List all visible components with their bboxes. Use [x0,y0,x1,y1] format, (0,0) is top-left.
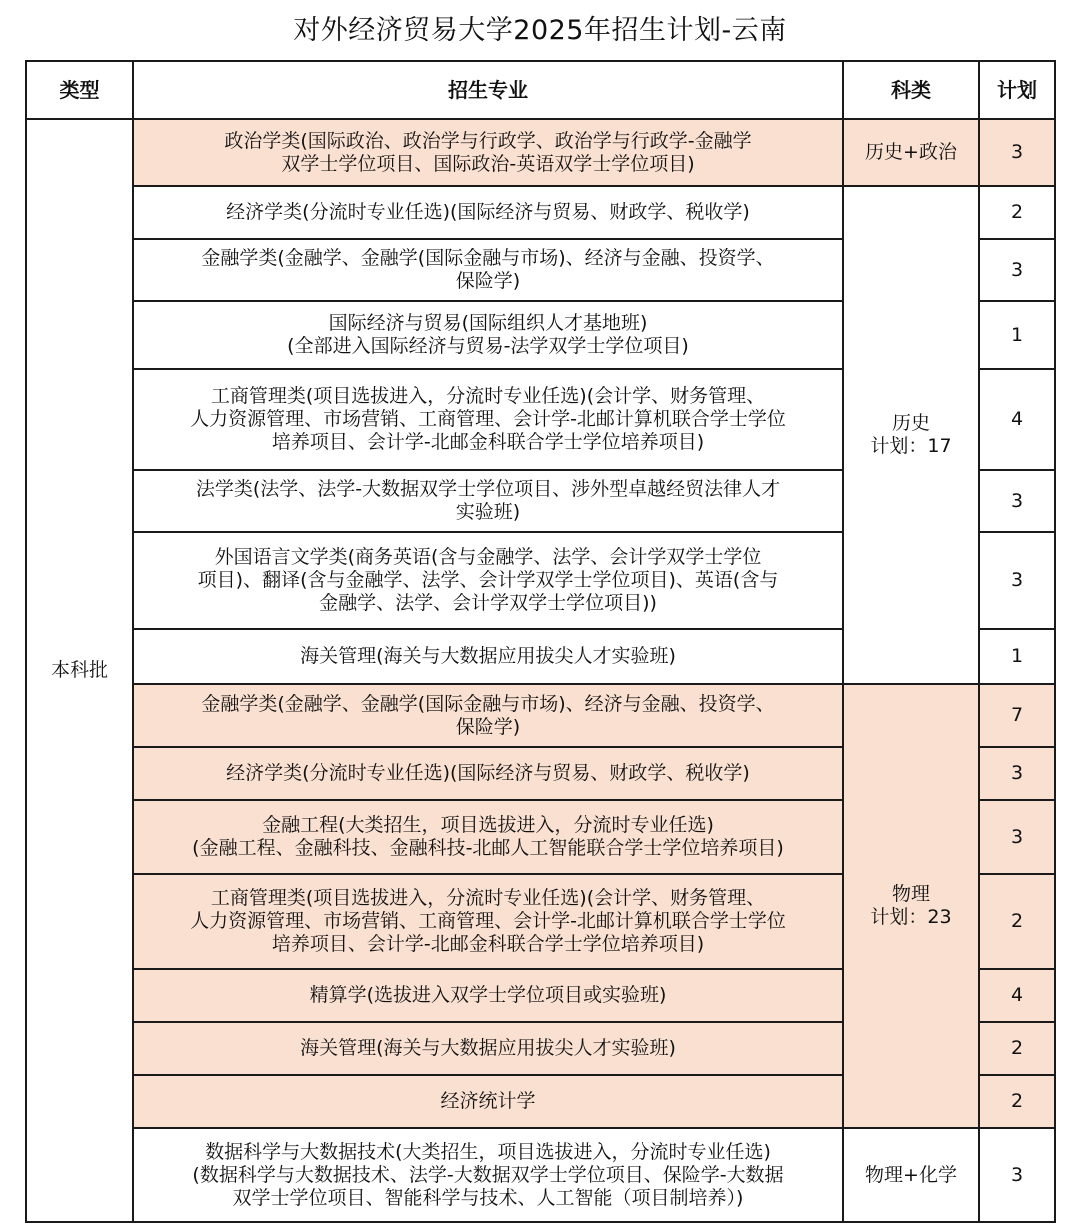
major-cell: 工商管理类(项目选拔进入，分流时专业任选)(会计学、财务管理、 人力资源管理、市场营销、工商管理、会计学-北邮计算机联合学士学位 培养项目、会计学-北邮金科联合学士学位培养项目) [133,874,843,969]
major-cell: 金融学类(金融学、金融学(国际金融与市场)、经济与金融、投资学、 保险学) [133,239,843,301]
subject-group-physics-name: 物理 [891,883,930,905]
major-cell: 国际经济与贸易(国际组织人才基地班) (全部进入国际经济与贸易-法学双学士学位项目) [133,301,843,369]
subject-group-physics-plan: 计划：23 [870,906,952,928]
major-cell: 经济统计学 [133,1075,843,1128]
plan-cell: 4 [979,969,1055,1022]
subject-group-history [843,186,979,684]
major-cell: 海关管理(海关与大数据应用拔尖人才实验班) [133,629,843,684]
table-row [26,684,1055,747]
major-cell: 经济学类(分流时专业任选)(国际经济与贸易、财政学、税收学) [133,186,843,239]
major-cell: 政治学类(国际政治、政治学与行政学、政治学与行政学-金融学 双学士学位项目、国际政治-英语双学士学位项目) [133,119,843,186]
table-row [26,186,1055,239]
subject-group-physics-chemistry: 物理+化学 [843,1128,979,1222]
plan-cell: 3 [979,747,1055,800]
major-cell: 外国语言文学类(商务英语(含与金融学、法学、会计学双学士学位 项目)、翻译(含与金融学、法学、会计学双学士学位项目)、英语(含与 金融学、法学、会计学双学士学位项目)) [133,532,843,629]
subject-group-physics [843,684,979,1128]
plan-cell: 7 [979,684,1055,747]
subject-group-history-name: 历史 [891,412,930,434]
plan-cell: 3 [979,800,1055,874]
plan-cell: 3 [979,1128,1055,1222]
table-header-row [26,61,1055,119]
header-type: 类型 [26,61,133,119]
plan-cell: 3 [979,119,1055,186]
plan-cell: 3 [979,239,1055,301]
plan-cell: 3 [979,470,1055,532]
batch-cell: 本科批 [26,119,133,1222]
plan-cell: 1 [979,301,1055,369]
table-row [26,119,1055,186]
major-cell: 法学类(法学、法学-大数据双学士学位项目、涉外型卓越经贸法律人才 实验班) [133,470,843,532]
header-subject: 科类 [843,61,979,119]
header-plan: 计划 [979,61,1055,119]
page-title: 对外经济贸易大学2025年招生计划-云南 [293,15,787,46]
subject-group-history-plan: 计划：17 [870,435,952,457]
major-cell: 工商管理类(项目选拔进入，分流时专业任选)(会计学、财务管理、 人力资源管理、市场营销、工商管理、会计学-北邮计算机联合学士学位 培养项目、会计学-北邮金科联合学士学位培养项目) [133,369,843,470]
plan-cell: 3 [979,532,1055,629]
plan-cell: 2 [979,874,1055,969]
table-row [26,1128,1055,1222]
subject-group-history-politics: 历史+政治 [843,119,979,186]
plan-cell: 1 [979,629,1055,684]
major-cell: 数据科学与大数据技术(大类招生，项目选拔进入，分流时专业任选) (数据科学与大数据技术、法学-大数据双学士学位项目、保险学-大数据 双学士学位项目、智能科学与技术、人工智能（项目制培养）) [133,1128,843,1222]
enrollment-plan-table [25,60,1056,1223]
plan-cell: 2 [979,186,1055,239]
major-cell: 金融工程(大类招生，项目选拔进入，分流时专业任选) (金融工程、金融科技、金融科技-北邮人工智能联合学士学位培养项目) [133,800,843,874]
plan-cell: 2 [979,1022,1055,1075]
major-cell: 金融学类(金融学、金融学(国际金融与市场)、经济与金融、投资学、 保险学) [133,684,843,747]
major-cell: 海关管理(海关与大数据应用拔尖人才实验班) [133,1022,843,1075]
header-major: 招生专业 [133,61,843,119]
major-cell: 精算学(选拔进入双学士学位项目或实验班) [133,969,843,1022]
major-cell: 经济学类(分流时专业任选)(国际经济与贸易、财政学、税收学) [133,747,843,800]
plan-cell: 4 [979,369,1055,470]
plan-cell: 2 [979,1075,1055,1128]
